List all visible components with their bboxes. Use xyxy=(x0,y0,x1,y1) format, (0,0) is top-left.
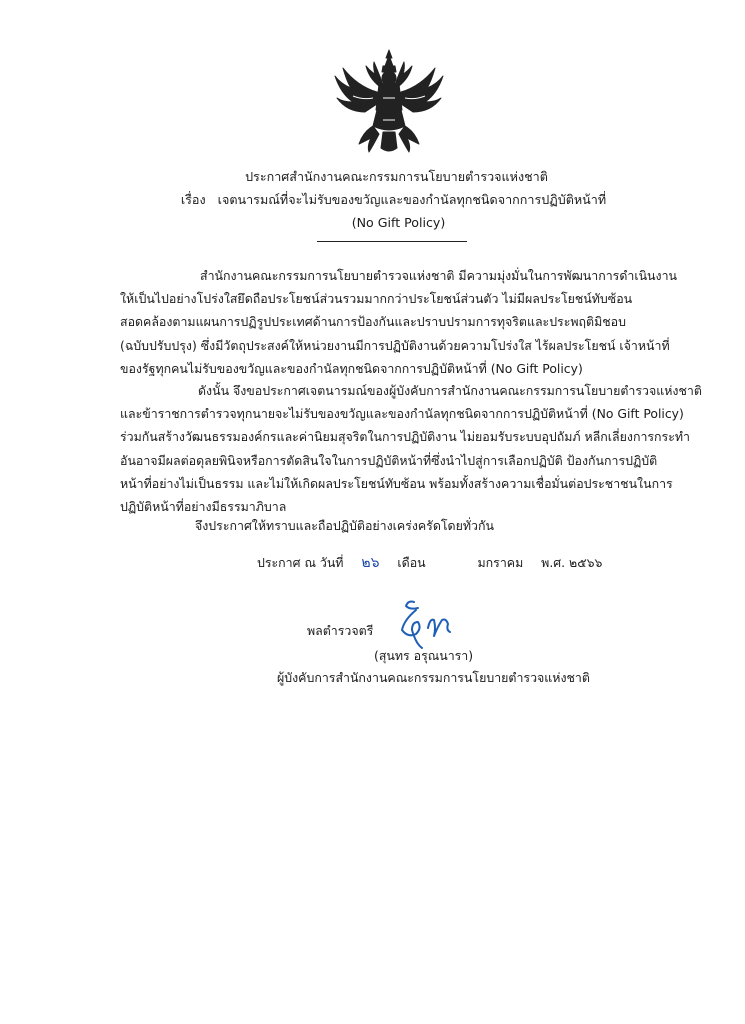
paragraph-line: ดังนั้น จึงขอประกาศเจตนารมณ์ของผู้บังคับการสำนักงานคณะกรรมการนโยบายตำรวจแห่งชาติ xyxy=(198,383,702,398)
date-prefix: ประกาศ ณ วันที่ xyxy=(257,555,344,570)
title-divider xyxy=(317,241,467,242)
paragraph-line: หน้าที่อย่างไม่เป็นธรรม และไม่ให้เกิดผลประโยชน์ทับซ้อน พร้อมทั้งสร้างความเชื่อมั่นต่อประชาชนในการ xyxy=(120,475,673,491)
announcement-date xyxy=(257,551,602,575)
paragraph-line: ให้เป็นไปอย่างโปร่งใสยึดถือประโยชน์ส่วนรวมมากกว่าประโยชน์ส่วนตัว ไม่มีผลประโยชน์ทับซ้อน xyxy=(120,291,633,307)
announcement-org-title: ประกาศสำนักงานคณะกรรมการนโยบายตำรวจแห่งชาติ xyxy=(245,169,548,184)
garuda-emblem-icon xyxy=(333,48,445,156)
year-label: พ.ศ. xyxy=(541,555,566,570)
year-value: ๒๕๖๖ xyxy=(569,555,603,570)
paragraph-line: ปฏิบัติหน้าที่อย่างมีธรรมาภิบาล xyxy=(120,499,287,515)
handwritten-signature-icon xyxy=(394,598,458,650)
paragraph-1 xyxy=(120,264,677,380)
handwritten-day: ๒๖ xyxy=(361,555,380,571)
paragraph-line: (ฉบับปรับปรุง) ซึ่งมีวัตถุประสงค์ให้หน่วยงานมีการปฏิบัติงานด้วยความโปร่งใส ไร้ผลประโยชน์ เจ้าหน้าที่ xyxy=(120,337,670,353)
paragraph-line: ของรัฐทุกคนไม่รับของขวัญและของกำนัลทุกชนิดจากการปฏิบัติหน้าที่ (No Gift Policy) xyxy=(120,360,583,376)
paragraph-line: อันอาจมีผลต่อดุลยพินิจหรือการตัดสินใจในการปฏิบัติหน้าที่ซึ่งนำไปสู่การเลือกปฏิบัติ ป้องกันการปฏิบัติ xyxy=(120,452,658,468)
signer-name: (สุนทร อรุณนารา) xyxy=(374,648,474,663)
paragraph-3 xyxy=(195,514,642,537)
title-block xyxy=(0,165,745,234)
subject-label: เรื่อง xyxy=(180,192,206,207)
policy-name-english: (No Gift Policy) xyxy=(351,215,446,230)
subject-text: เจตนารมณ์ที่จะไม่รับของขวัญและของกำนัลทุกชนิดจากการปฏิบัติหน้าที่ xyxy=(217,192,607,207)
paragraph-line: สำนักงานคณะกรรมการนโยบายตำรวจแห่งชาติ มีความมุ่งมั่นในการพัฒนาการดำเนินงาน xyxy=(200,268,677,283)
signer-rank: พลตำรวจตรี xyxy=(307,623,374,638)
announcement-subject xyxy=(0,188,745,211)
paragraph-line: ร่วมกันสร้างวัฒนธรรมองค์กรและค่านิยมสุจริตในการปฏิบัติงาน ไม่ยอมรับระบบอุปถัมภ์ หลีกเลี่ยงการกระทำ xyxy=(120,429,690,445)
month-value: มกราคม xyxy=(477,555,524,570)
paragraph-line: สอดคล้องตามแผนการปฏิรูปประเทศด้านการป้องกันและปราบปรามการทุจริตและประพฤติมิชอบ xyxy=(120,314,626,330)
month-label: เดือน xyxy=(397,555,426,570)
paragraph-line: และข้าราชการตำรวจทุกนายจะไม่รับของขวัญและของกำนัลทุกชนิดจากการปฏิบัติหน้าที่ (No Gift Policy) xyxy=(120,406,684,422)
signer-title: ผู้บังคับการสำนักงานคณะกรรมการนโยบายตำรวจแห่งชาติ xyxy=(277,670,590,685)
paragraph-line: จึงประกาศให้ทราบและถือปฏิบัติอย่างเคร่งครัดโดยทั่วกัน xyxy=(195,518,494,533)
paragraph-2 xyxy=(120,379,702,518)
